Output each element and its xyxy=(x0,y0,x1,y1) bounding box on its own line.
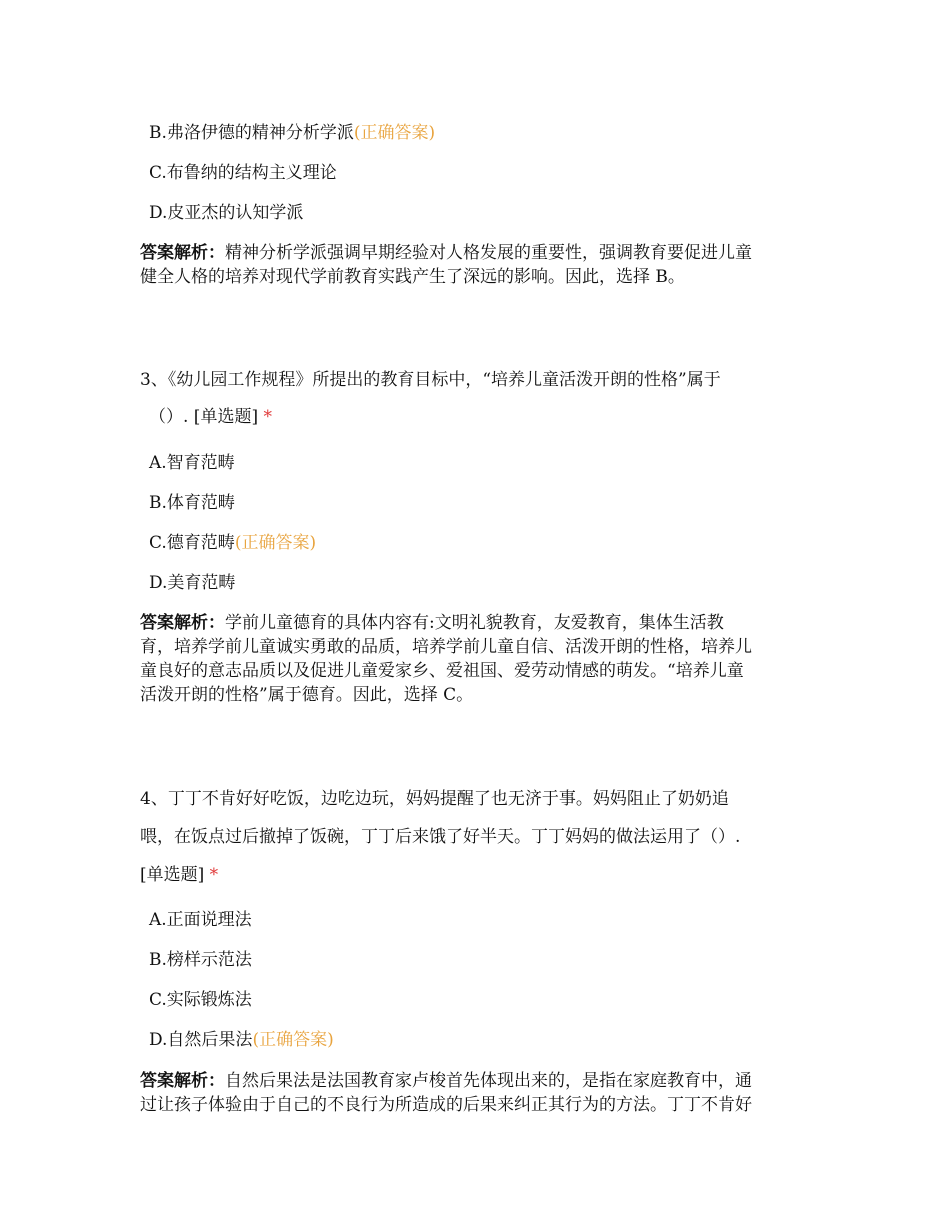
question-4-stem-line-1: 4、丁丁不肯好好吃饭，边吃边玩，妈妈提醒了也无济于事。妈妈阻止了奶奶追 xyxy=(140,789,729,809)
option-b: B.弗洛伊德的精神分析学派(正确答案) xyxy=(149,123,436,143)
option-a: A.正面说理法 xyxy=(149,910,252,930)
option-b: B.体育范畴 xyxy=(149,493,235,513)
answer-analysis: 答案解析：学前儿童德育的具体内容有:文明礼貌教育，友爱教育，集体生活教 育，培养学前儿童诚实勇敢的品质，培养学前儿童自信、活泼开朗的性格，培养儿 童良好的意志品质以及促进儿童爱家乡、爱祖国、爱劳动情感的萌发。“培养儿童 活泼开朗的性格”属于德育。因此，选择 C。 xyxy=(140,613,752,705)
correct-answer-mark: (正确答案) xyxy=(234,533,317,553)
option-a: A.智育范畴 xyxy=(149,453,235,473)
analysis-label: 答案解析： xyxy=(140,1071,225,1091)
correct-answer-mark: (正确答案) xyxy=(353,123,436,143)
question-4-stem-line-3: [单选题] * xyxy=(140,865,219,885)
question-4-stem-line-2: 喂，在饭点过后撤掉了饭碗，丁丁后来饿了好半天。丁丁妈妈的做法运用了（）. xyxy=(140,827,741,847)
option-d: D.自然后果法(正确答案) xyxy=(149,1030,334,1050)
analysis-label: 答案解析： xyxy=(140,613,225,633)
question-3-stem-line-2: （）. [单选题] * xyxy=(149,407,272,427)
required-mark: * xyxy=(209,865,219,885)
option-b: B.榜样示范法 xyxy=(149,950,252,970)
answer-analysis: 答案解析：精神分析学派强调早期经验对人格发展的重要性，强调教育要促进儿童 健全人格的培养对现代学前教育实践产生了深远的影响。因此，选择 B。 xyxy=(140,243,752,287)
correct-answer-mark: (正确答案) xyxy=(252,1030,334,1050)
answer-analysis: 答案解析：自然后果法是法国教育家卢梭首先体现出来的，是指在家庭教育中，通 过让孩子体验由于自己的不良行为所造成的后果来纠正其行为的方法。丁丁不肯好 xyxy=(140,1071,752,1115)
option-c: C.实际锻炼法 xyxy=(149,990,252,1010)
analysis-label: 答案解析： xyxy=(140,243,225,263)
option-d: D.皮亚杰的认知学派 xyxy=(149,203,304,223)
option-d: D.美育范畴 xyxy=(149,573,236,593)
option-c: C.布鲁纳的结构主义理论 xyxy=(149,163,337,183)
option-c: C.德育范畴(正确答案) xyxy=(149,533,317,553)
question-3-stem-line-1: 3、《幼儿园工作规程》所提出的教育目标中，“培养儿童活泼开朗的性格”属于 xyxy=(140,370,721,390)
required-mark: * xyxy=(263,407,272,427)
